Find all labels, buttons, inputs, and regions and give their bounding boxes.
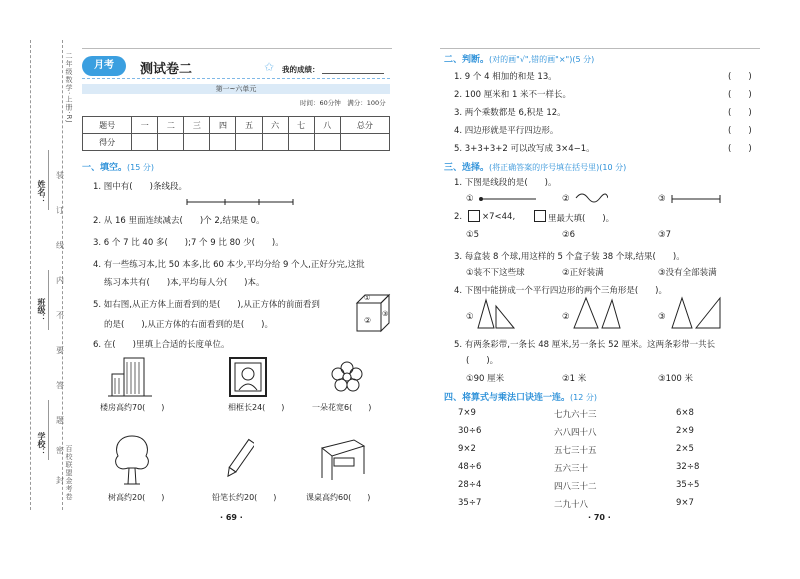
blank-box bbox=[534, 210, 546, 222]
question: 里最大填( )。 bbox=[548, 214, 615, 224]
cut-mark: 封 bbox=[56, 476, 64, 485]
question: 5. 有两条彩带,一条长 48 厘米,另一条长 52 厘米。这两条彩带一共长 bbox=[454, 340, 716, 350]
table-cell: 一 bbox=[132, 117, 158, 134]
judge-item: 1. 9 个 4 相加的和是 13。 bbox=[454, 72, 557, 82]
section-title: 三、选择。 bbox=[444, 163, 490, 173]
match-middle[interactable]: 五六三十 bbox=[554, 464, 589, 474]
section-hint: (将正确答案的序号填在括号里)(10 分) bbox=[489, 163, 627, 172]
item-caption: 一朵花宽6( ) bbox=[312, 403, 372, 412]
match-right[interactable]: 2×9 bbox=[676, 426, 694, 436]
answer-paren[interactable]: ( ) bbox=[728, 90, 752, 100]
match-right[interactable]: 2×5 bbox=[676, 444, 694, 454]
section-heading bbox=[444, 52, 594, 65]
table-cell: 总分 bbox=[340, 117, 389, 134]
answer-paren[interactable]: ( ) bbox=[728, 126, 752, 136]
option-label: ② bbox=[562, 194, 570, 204]
judge-item: 5. 3+3+3+2 可以改写成 3×4−1。 bbox=[454, 144, 595, 154]
tree-image bbox=[112, 432, 152, 486]
cut-mark: 订 bbox=[56, 206, 64, 215]
cut-mark: 题 bbox=[56, 416, 64, 425]
section-title: 四、将算式与乘法口诀连一连。 bbox=[444, 393, 571, 403]
section-hint: (对的画"√",错的画"×")(5 分) bbox=[489, 55, 595, 64]
match-left[interactable]: 35÷7 bbox=[458, 498, 482, 508]
section-heading bbox=[444, 160, 626, 173]
star-icon: ✩ bbox=[264, 60, 275, 74]
table-row bbox=[83, 134, 390, 151]
option: ①装不下这些球 bbox=[466, 268, 525, 278]
item-caption: 课桌高约60( ) bbox=[306, 493, 371, 502]
option: ③7 bbox=[658, 230, 672, 240]
curve-figure bbox=[574, 192, 608, 204]
question-number: 2. bbox=[454, 212, 463, 222]
option: ②6 bbox=[562, 230, 576, 240]
answer-paren[interactable]: ( ) bbox=[728, 72, 752, 82]
segment-figure bbox=[185, 198, 295, 206]
option: ②1 米 bbox=[562, 374, 587, 384]
cut-mark: 要 bbox=[56, 346, 64, 355]
score-label: 我的成绩： bbox=[282, 65, 320, 74]
score-table bbox=[82, 116, 390, 151]
fold-line bbox=[30, 40, 31, 510]
question: 6. 在( )里填上合适的长度单位。 bbox=[93, 340, 230, 350]
score-input-cell[interactable] bbox=[210, 134, 236, 151]
score-input-cell[interactable] bbox=[262, 134, 288, 151]
table-cell: 得分 bbox=[83, 134, 132, 151]
match-middle[interactable]: 六八四十八 bbox=[554, 428, 597, 438]
match-middle[interactable]: 七九六十三 bbox=[554, 410, 597, 420]
section-title: 二、判断。 bbox=[444, 55, 490, 65]
section-heading bbox=[444, 390, 597, 403]
option-label: ① bbox=[466, 312, 474, 322]
spine-text: 二年级数学·上册·RJ bbox=[65, 52, 73, 124]
question: 的是( ),从正方体的右面看到的是( )。 bbox=[104, 320, 273, 330]
time-info: 时间：60分钟 满分：100分 bbox=[300, 99, 386, 107]
flower-image bbox=[330, 360, 364, 394]
match-middle[interactable]: 二九十八 bbox=[554, 500, 589, 510]
option-label: ② bbox=[562, 312, 570, 322]
top-rule bbox=[82, 48, 392, 49]
segment-figure bbox=[670, 194, 722, 204]
item-caption: 铅笔长约20( ) bbox=[212, 493, 277, 502]
unit-bar: 第一~六单元 bbox=[82, 84, 390, 94]
cube-top-label: ① bbox=[364, 294, 371, 302]
cut-mark: 线 bbox=[56, 241, 64, 250]
triangle-pair-2 bbox=[572, 296, 622, 330]
pencil-image bbox=[226, 436, 254, 482]
table-cell: 五 bbox=[236, 117, 262, 134]
table-cell: 题号 bbox=[83, 117, 132, 134]
judge-item: 2. 100 厘米和 1 米不一样长。 bbox=[454, 90, 572, 100]
score-input-cell[interactable] bbox=[340, 134, 389, 151]
section-points: (12 分) bbox=[570, 393, 597, 402]
item-caption: 相框长24( ) bbox=[228, 403, 285, 412]
option: ③没有全部装满 bbox=[658, 268, 717, 278]
match-left[interactable]: 48÷6 bbox=[458, 462, 482, 472]
name-label: 姓名： bbox=[37, 180, 46, 204]
score-input-cell[interactable] bbox=[132, 134, 158, 151]
class-field[interactable] bbox=[48, 270, 49, 330]
question: 3. 6 个 7 比 40 多( );7 个 9 比 80 少( )。 bbox=[93, 238, 284, 248]
match-left[interactable]: 7×9 bbox=[458, 408, 476, 418]
section-title: 一、填空。 bbox=[82, 163, 128, 173]
score-input-cell[interactable] bbox=[236, 134, 262, 151]
triangle-pair-1 bbox=[476, 298, 516, 330]
cut-mark: 装 bbox=[56, 171, 64, 180]
table-cell: 四 bbox=[210, 117, 236, 134]
match-right[interactable]: 35÷5 bbox=[676, 480, 700, 490]
header-divider bbox=[82, 78, 390, 79]
blank-box bbox=[468, 210, 480, 222]
option-label: ③ bbox=[658, 312, 666, 322]
option: ②正好装满 bbox=[562, 268, 604, 278]
score-input-cell[interactable] bbox=[158, 134, 184, 151]
table-cell: 六 bbox=[262, 117, 288, 134]
match-left[interactable]: 9×2 bbox=[458, 444, 476, 454]
page-number-left: · 69 · bbox=[220, 513, 243, 522]
score-input-cell[interactable] bbox=[184, 134, 210, 151]
option: ③100 米 bbox=[658, 374, 694, 384]
triangle-pair-3 bbox=[670, 296, 722, 330]
section-points: (15 分) bbox=[127, 163, 154, 172]
score-field[interactable] bbox=[322, 73, 384, 74]
match-left[interactable]: 30÷6 bbox=[458, 426, 482, 436]
match-right[interactable]: 9×7 bbox=[676, 498, 694, 508]
table-cell: 七 bbox=[288, 117, 314, 134]
question: 1. 下图是线段的是( )。 bbox=[454, 178, 557, 188]
option: ①90 厘米 bbox=[466, 374, 505, 384]
question: ( )。 bbox=[466, 356, 499, 366]
desk-image bbox=[318, 436, 366, 482]
match-left[interactable]: 28÷4 bbox=[458, 480, 482, 490]
school-field[interactable] bbox=[48, 400, 49, 460]
question: 1. 图中有( )条线段。 bbox=[93, 182, 187, 192]
cube-front-label: ② bbox=[364, 316, 372, 325]
question: 2. 从 16 里面连续减去( )个 2,结果是 0。 bbox=[93, 216, 265, 226]
building-image bbox=[108, 356, 152, 398]
item-caption: 楼房高约70( ) bbox=[100, 403, 165, 412]
name-field[interactable] bbox=[48, 150, 49, 210]
cut-mark: 内 bbox=[56, 276, 64, 285]
answer-paren[interactable]: ( ) bbox=[728, 144, 752, 154]
cut-mark: 密 bbox=[56, 446, 64, 455]
answer-paren[interactable]: ( ) bbox=[728, 108, 752, 118]
option-label: ① bbox=[466, 194, 474, 204]
table-row bbox=[83, 117, 390, 134]
match-middle[interactable]: 四八三十二 bbox=[554, 482, 597, 492]
table-cell: 三 bbox=[184, 117, 210, 134]
question: 练习本共有( )本,平均每人分( )本。 bbox=[104, 278, 265, 288]
exam-badge: 月考 bbox=[82, 56, 126, 76]
photo-frame-image bbox=[228, 356, 268, 398]
question: 4. 下图中能拼成一个平行四边形的两个三角形是( )。 bbox=[454, 286, 667, 296]
question: 4. 有一些练习本,比 50 本多,比 60 本少,平均分给 9 个人,正好分完,这批 bbox=[93, 260, 365, 270]
brand-text: 百校联盟金考卷 bbox=[65, 445, 73, 501]
binding-margin bbox=[0, 0, 78, 579]
cut-mark: 不 bbox=[56, 311, 64, 320]
cut-mark: 答 bbox=[56, 381, 64, 390]
score-input-cell[interactable] bbox=[314, 134, 340, 151]
option-label: ③ bbox=[658, 194, 666, 204]
question: 3. 每盒装 8 个球,用这样的 5 个盒子装 38 个球,结果( )。 bbox=[454, 252, 685, 262]
table-cell: 二 bbox=[158, 117, 184, 134]
option: ①5 bbox=[466, 230, 480, 240]
match-right[interactable]: 32÷8 bbox=[676, 462, 700, 472]
score-input-cell[interactable] bbox=[288, 134, 314, 151]
judge-item: 4. 四边形就是平行四边形。 bbox=[454, 126, 559, 136]
question: ×7<44, bbox=[482, 212, 516, 222]
match-middle[interactable]: 五七三十五 bbox=[554, 446, 597, 456]
cube-right-label: ③ bbox=[382, 310, 389, 318]
class-label: 班级： bbox=[37, 298, 46, 322]
judge-item: 3. 两个乘数都是 6,积是 12。 bbox=[454, 108, 566, 118]
top-rule-right bbox=[440, 48, 760, 49]
school-label: 学校： bbox=[37, 432, 46, 456]
item-caption: 树高约20( ) bbox=[108, 493, 165, 502]
ray-figure bbox=[478, 194, 538, 204]
question: 5. 如右图,从正方体上面看到的是( ),从正方体的前面看到 bbox=[93, 300, 320, 310]
page-number-right: · 70 · bbox=[588, 513, 611, 522]
table-cell: 八 bbox=[314, 117, 340, 134]
page-title: 测试卷二 bbox=[140, 62, 193, 77]
match-right[interactable]: 6×8 bbox=[676, 408, 694, 418]
section-heading bbox=[82, 160, 154, 173]
